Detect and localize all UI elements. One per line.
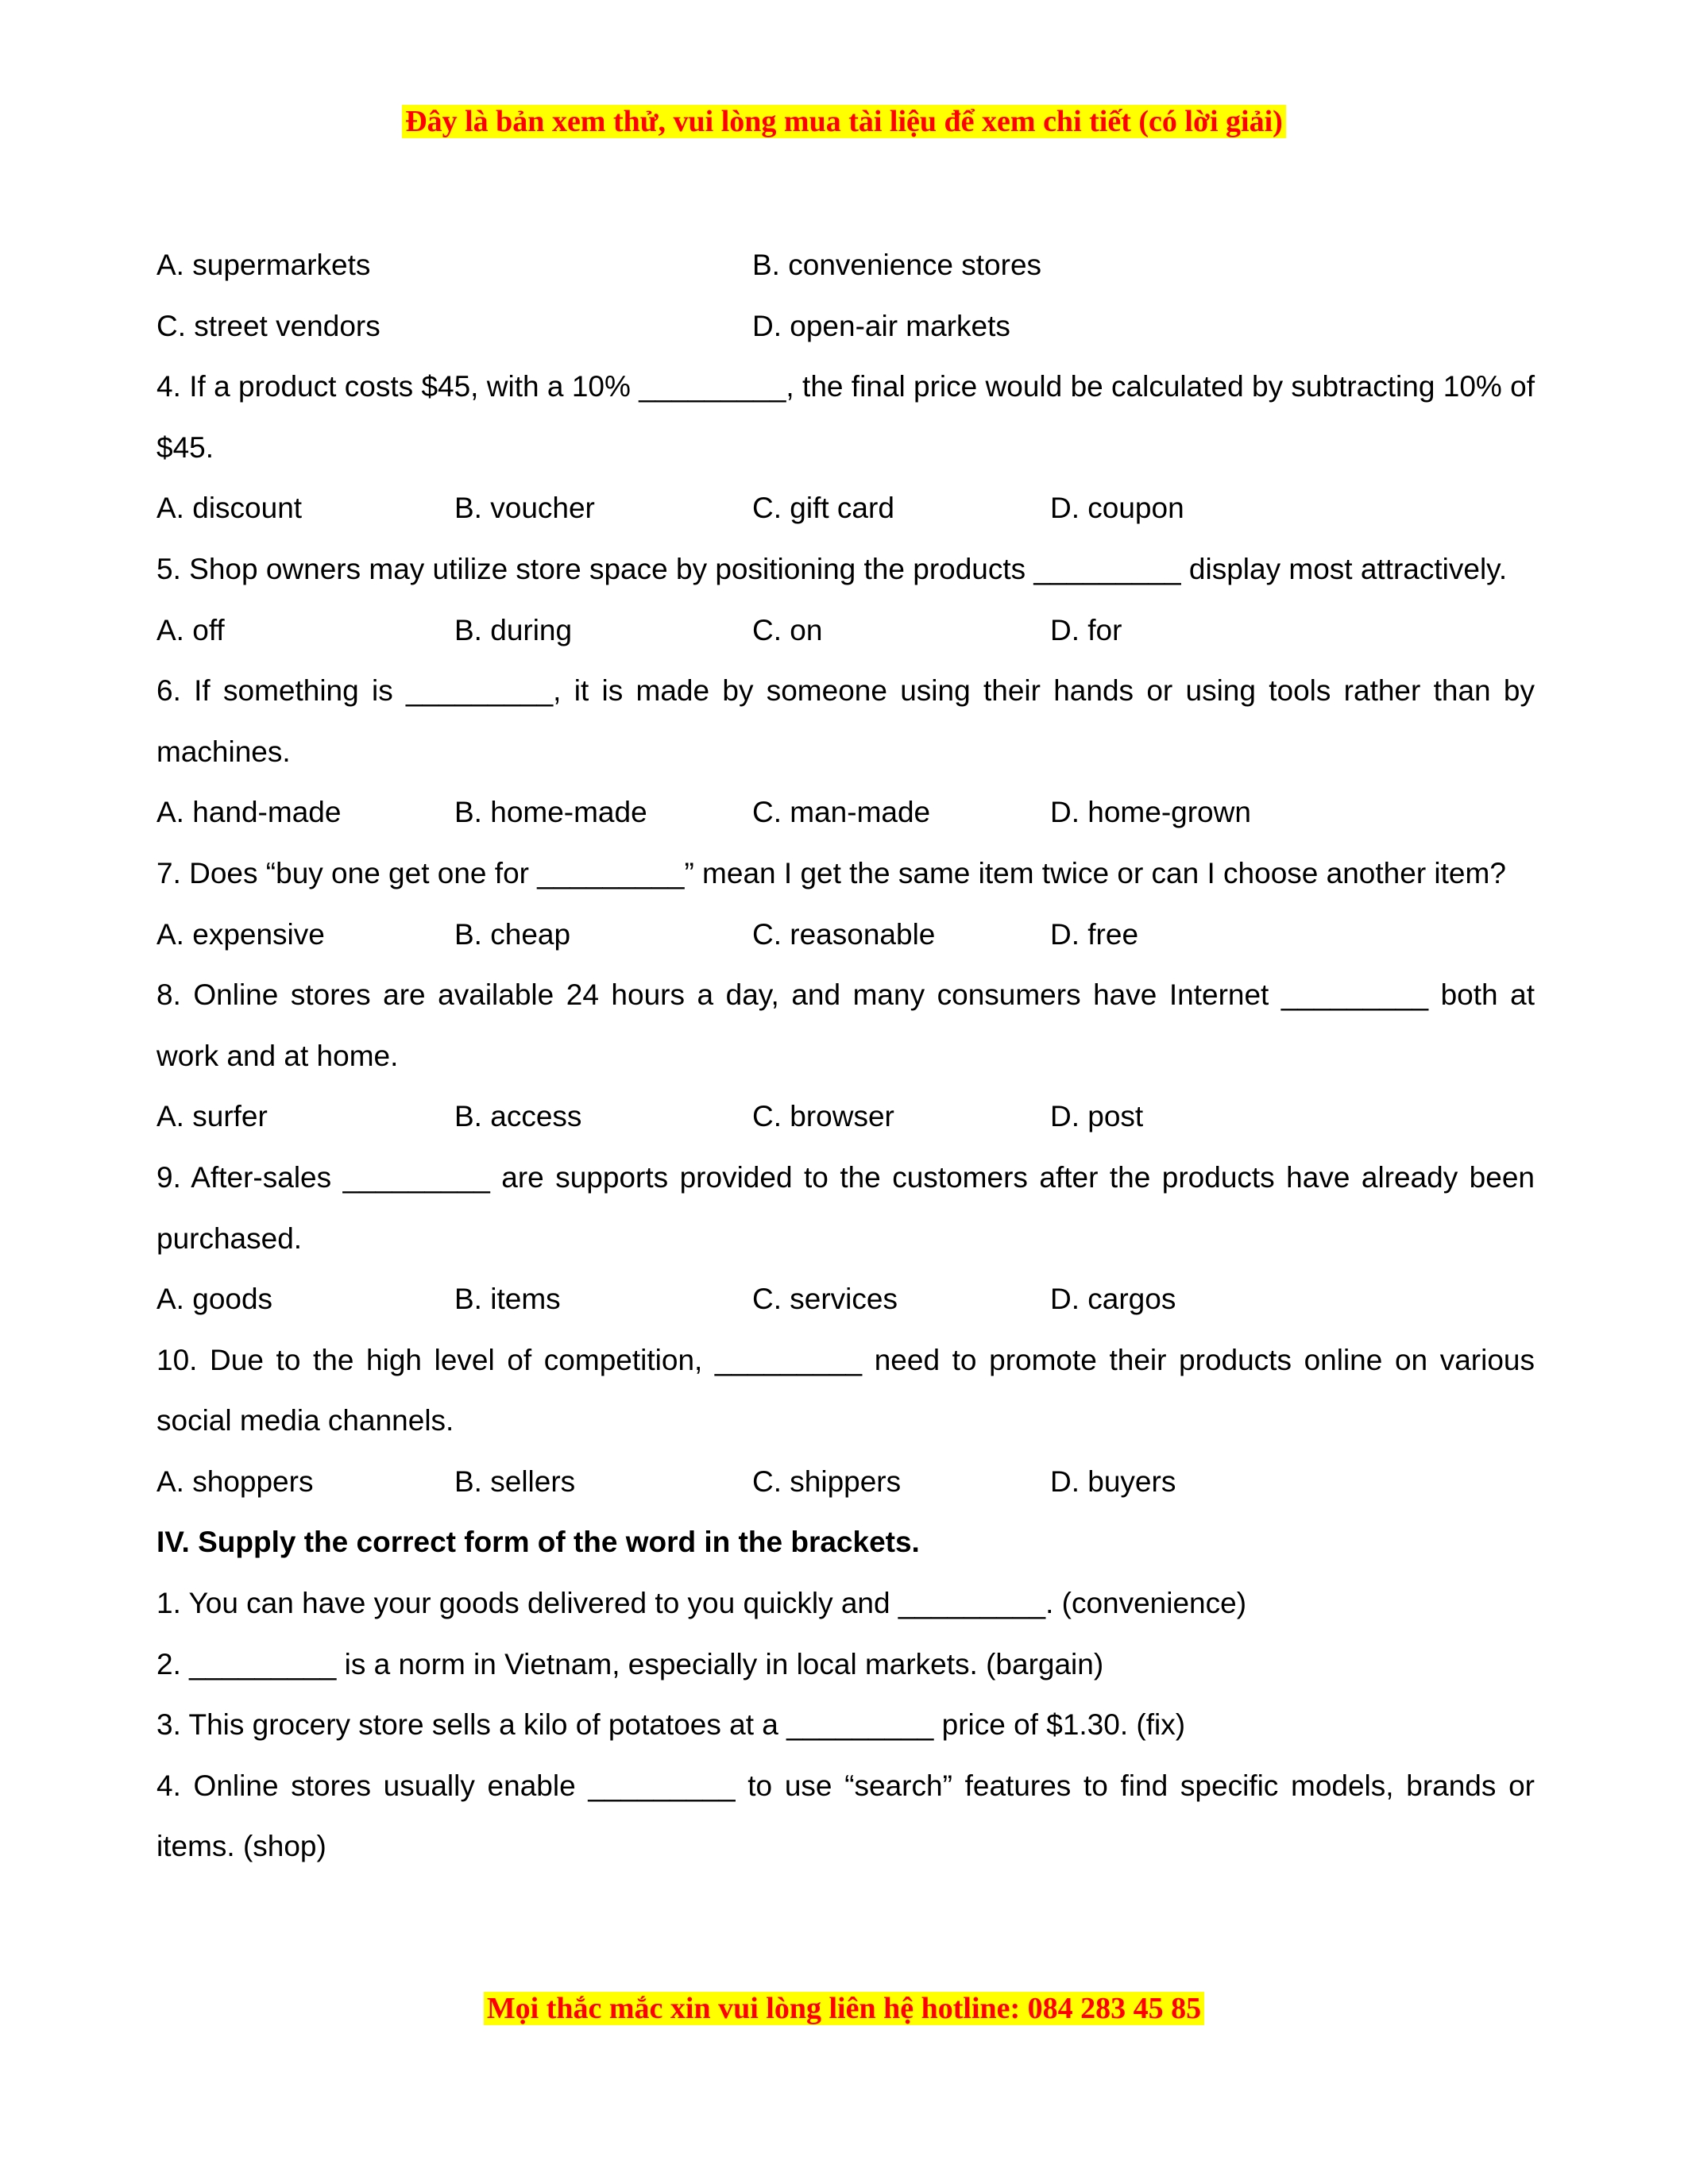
option-a: A. off <box>156 613 225 646</box>
previous-question-options-row-2 <box>156 296 1535 357</box>
option-a: A. supermarkets <box>156 249 371 281</box>
question-10-options <box>156 1452 1535 1513</box>
hotline-text: Mọi thắc mắc xin vui lòng liên hệ hotline: 084 283 45 85 <box>484 1992 1204 2025</box>
option-d: D. free <box>1050 917 1139 951</box>
option-c: C. services <box>752 1283 898 1316</box>
question-5: 5. Shop owners may utilize store space by positioning the products _________ display most attractively. <box>156 552 1508 585</box>
option-b: B. sellers <box>454 1464 576 1498</box>
option-c: C. browser <box>752 1100 894 1133</box>
question-9: 9. After-sales _________ are supports provided to the customers after the products have already been purchased. <box>156 1160 1535 1255</box>
option-c: C. man-made <box>752 796 931 829</box>
option-c: C. gift card <box>752 492 894 525</box>
question-8: 8. Online stores are available 24 hours a day, and many consumers have Internet _________ both at work and at home. <box>156 978 1535 1072</box>
section-iv-item-4: 4. Online stores usually enable _________ to use “search” features to find specific models, brands or items. (shop) <box>156 1769 1535 1863</box>
option-b: B. voucher <box>454 492 595 525</box>
document-content <box>156 235 1535 1877</box>
option-b: B. items <box>454 1283 561 1316</box>
question-4: 4. If a product costs $45, with a 10% _________, the final price would be calculated by subtracting 10% of $45. <box>156 370 1535 464</box>
option-a: A. shoppers <box>156 1464 314 1498</box>
option-c: C. street vendors <box>156 309 380 342</box>
option-b: B. home-made <box>454 796 647 829</box>
question-7-options <box>156 905 1535 966</box>
question-6: 6. If something is _________, it is made by someone using their hands or using tools rather than by machines. <box>156 674 1535 768</box>
option-d: D. cargos <box>1050 1283 1176 1316</box>
option-b: B. cheap <box>454 917 571 951</box>
question-8-options <box>156 1086 1535 1148</box>
question-4-options <box>156 478 1535 539</box>
option-d: D. open-air markets <box>752 309 1010 342</box>
hotline-banner <box>0 1990 1688 2027</box>
option-b: B. convenience stores <box>752 249 1042 281</box>
section-iv-item-2: 2. _________ is a norm in Vietnam, especially in local markets. (bargain) <box>156 1647 1104 1680</box>
previous-question-options-row-1 <box>156 235 1535 296</box>
option-a: A. expensive <box>156 917 325 951</box>
question-10: 10. Due to the high level of competition, _________ need to promote their products online on various social media channels. <box>156 1343 1535 1437</box>
option-d: D. for <box>1050 613 1122 646</box>
option-a: A. goods <box>156 1283 273 1316</box>
section-iv-item-3: 3. This grocery store sells a kilo of potatoes at a _________ price of $1.30. (fix) <box>156 1708 1186 1742</box>
question-5-options <box>156 600 1535 662</box>
question-6-options <box>156 782 1535 843</box>
section-iv-item-1: 1. You can have your goods delivered to you quickly and _________. (convenience) <box>156 1587 1247 1620</box>
option-d: D. post <box>1050 1100 1144 1133</box>
option-c: C. on <box>752 613 823 646</box>
option-a: A. hand-made <box>156 796 342 829</box>
option-b: B. during <box>454 613 573 646</box>
option-d: D. coupon <box>1050 492 1184 525</box>
option-c: C. reasonable <box>752 917 936 951</box>
question-9-options <box>156 1269 1535 1330</box>
question-7: 7. Does “buy one get one for _________” mean I get the same item twice or can I choose another item? <box>156 856 1506 889</box>
option-a: A. surfer <box>156 1100 268 1133</box>
section-iv-heading: IV. Supply the correct form of the word in the brackets. <box>156 1526 920 1559</box>
option-a: A. discount <box>156 492 303 525</box>
option-b: B. access <box>454 1100 582 1133</box>
preview-notice-text: Đây là bản xem thử, vui lòng mua tài liệu để xem chi tiết (có lời giải) <box>402 105 1286 138</box>
option-c: C. shippers <box>752 1464 902 1498</box>
preview-notice-banner <box>0 103 1688 140</box>
option-d: D. home-grown <box>1050 796 1251 829</box>
option-d: D. buyers <box>1050 1464 1176 1498</box>
